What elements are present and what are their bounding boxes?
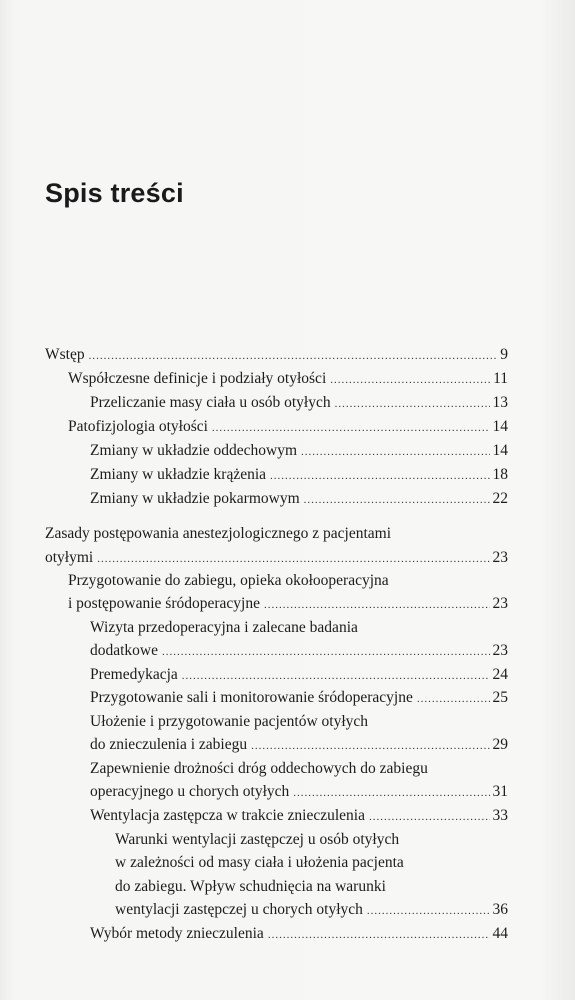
toc-page-number: 23 — [492, 642, 508, 659]
leader-dots — [162, 639, 489, 664]
toc-page-number: 22 — [492, 490, 508, 507]
toc-entry-patofizjologia[interactable] — [68, 415, 508, 438]
toc-entry-label: do znieczulenia i zabiegu — [90, 736, 248, 753]
toc-page-number: 36 — [492, 901, 508, 918]
toc-entry-wizyta-line1[interactable]: Wizyta przedoperacyjna i zalecane badania — [90, 619, 358, 636]
toc-entry-sala[interactable] — [90, 686, 508, 709]
toc-page-number: 25 — [492, 689, 508, 706]
toc-entry-label: otyłymi — [45, 549, 94, 566]
toc-page-number: 33 — [492, 807, 508, 824]
toc-entry-droznosc-line1[interactable]: Zapewnienie drożności dróg oddechowych do zabiegu — [90, 760, 428, 777]
leader-dots — [89, 343, 498, 368]
leader-dots — [369, 804, 490, 829]
toc-page-number: 18 — [492, 466, 508, 483]
toc-entry-wizyta[interactable] — [90, 639, 508, 662]
toc-entry-label: Wybór metody znieczulenia — [90, 925, 264, 942]
toc-entry-label: dodatkowe — [90, 642, 159, 659]
toc-page-number: 23 — [492, 595, 508, 612]
toc-entry-label: Przeliczanie masy ciała u osób otyłych — [90, 394, 331, 411]
toc-entry-ulozenie[interactable] — [90, 733, 508, 756]
leader-dots — [330, 367, 490, 392]
toc-entry-premedykacja[interactable] — [90, 663, 508, 686]
toc-entry-label: i postępowanie śródoperacyjne — [68, 595, 260, 612]
toc-entry-label: Patofizjologia otyłości — [68, 418, 208, 435]
toc-page-number: 29 — [492, 736, 508, 753]
toc-entry-warunki-line3[interactable]: do zabiegu. Wpływ schudnięcia na warunki — [115, 878, 386, 895]
toc-entry-zmiany-oddechowy[interactable] — [90, 439, 508, 462]
toc-entry-label: Zmiany w układzie oddechowym — [90, 442, 298, 459]
toc-entry-label: Współczesne definicje i podziały otyłości — [68, 370, 327, 387]
leader-dots — [270, 463, 489, 488]
leader-dots — [417, 686, 490, 711]
toc-entry-label: Wentylacja zastępcza w trakcie znieczulenia — [90, 807, 365, 824]
toc-entry-ulozenie-line1[interactable]: Ułożenie i przygotowanie pacjentów otyłych — [90, 713, 369, 730]
page-title: Spis treści — [45, 178, 184, 208]
toc-entry-droznosc[interactable] — [90, 780, 508, 803]
leader-dots — [97, 546, 489, 571]
leader-dots — [251, 733, 489, 758]
toc-entry-przeliczanie[interactable] — [90, 391, 508, 414]
toc-entry-wentylacja[interactable] — [90, 804, 508, 827]
toc-entry-label: wentylacji zastępczej u chorych otyłych — [115, 901, 363, 918]
toc-page-number: 14 — [492, 418, 508, 435]
toc-entry-zmiany-krazenia[interactable] — [90, 463, 508, 486]
leader-dots — [335, 391, 490, 416]
toc-entry-przygotowanie-line1[interactable]: Przygotowanie do zabiegu, opieka okołooperacyjna — [68, 572, 389, 589]
leader-dots — [268, 922, 490, 947]
leader-dots — [182, 663, 490, 688]
leader-dots — [304, 487, 490, 512]
toc-entry-zmiany-pokarmowy[interactable] — [90, 487, 508, 510]
toc-page-number: 24 — [492, 666, 508, 683]
toc-entry-label: Zmiany w układzie krążenia — [90, 466, 267, 483]
toc-entry-zasady[interactable] — [45, 546, 508, 569]
leader-dots — [212, 415, 490, 440]
toc-entry-label: Przygotowanie sali i monitorowanie śródoperacyjne — [90, 689, 413, 706]
toc-page-number: 13 — [492, 394, 508, 411]
leader-dots — [367, 898, 490, 923]
toc-entry-wstep[interactable] — [45, 343, 508, 366]
toc-page-number: 23 — [492, 549, 508, 566]
toc-entry-wybor[interactable] — [90, 922, 508, 945]
leader-dots — [301, 439, 489, 464]
toc-entry-label: Zmiany w układzie pokarmowym — [90, 490, 300, 507]
toc-entry-label: operacyjnego u chorych otyłych — [90, 783, 290, 800]
leader-dots — [293, 780, 489, 805]
toc-entry-warunki-line2[interactable]: w zależności od masy ciała i ułożenia pacjenta — [115, 854, 404, 871]
leader-dots — [264, 592, 490, 617]
toc-page-number: 44 — [492, 925, 508, 942]
toc-page-number: 11 — [493, 370, 508, 387]
toc-entry-warunki-line1[interactable]: Warunki wentylacji zastępczej u osób otyłych — [115, 831, 400, 848]
toc-entry-przygotowanie[interactable] — [68, 592, 508, 615]
toc-entry-warunki[interactable] — [115, 898, 508, 921]
toc-entry-label: Premedykacja — [90, 666, 178, 683]
toc-entry-zasady-line1[interactable]: Zasady postępowania anestezjologicznego z pacjentami — [45, 525, 392, 542]
toc-entry-label: Wstęp — [45, 346, 85, 363]
toc-entry-wspolczesne[interactable] — [68, 367, 508, 390]
toc-page-number: 31 — [492, 783, 508, 800]
toc-page-number: 9 — [500, 346, 508, 363]
toc-page-number: 14 — [492, 442, 508, 459]
